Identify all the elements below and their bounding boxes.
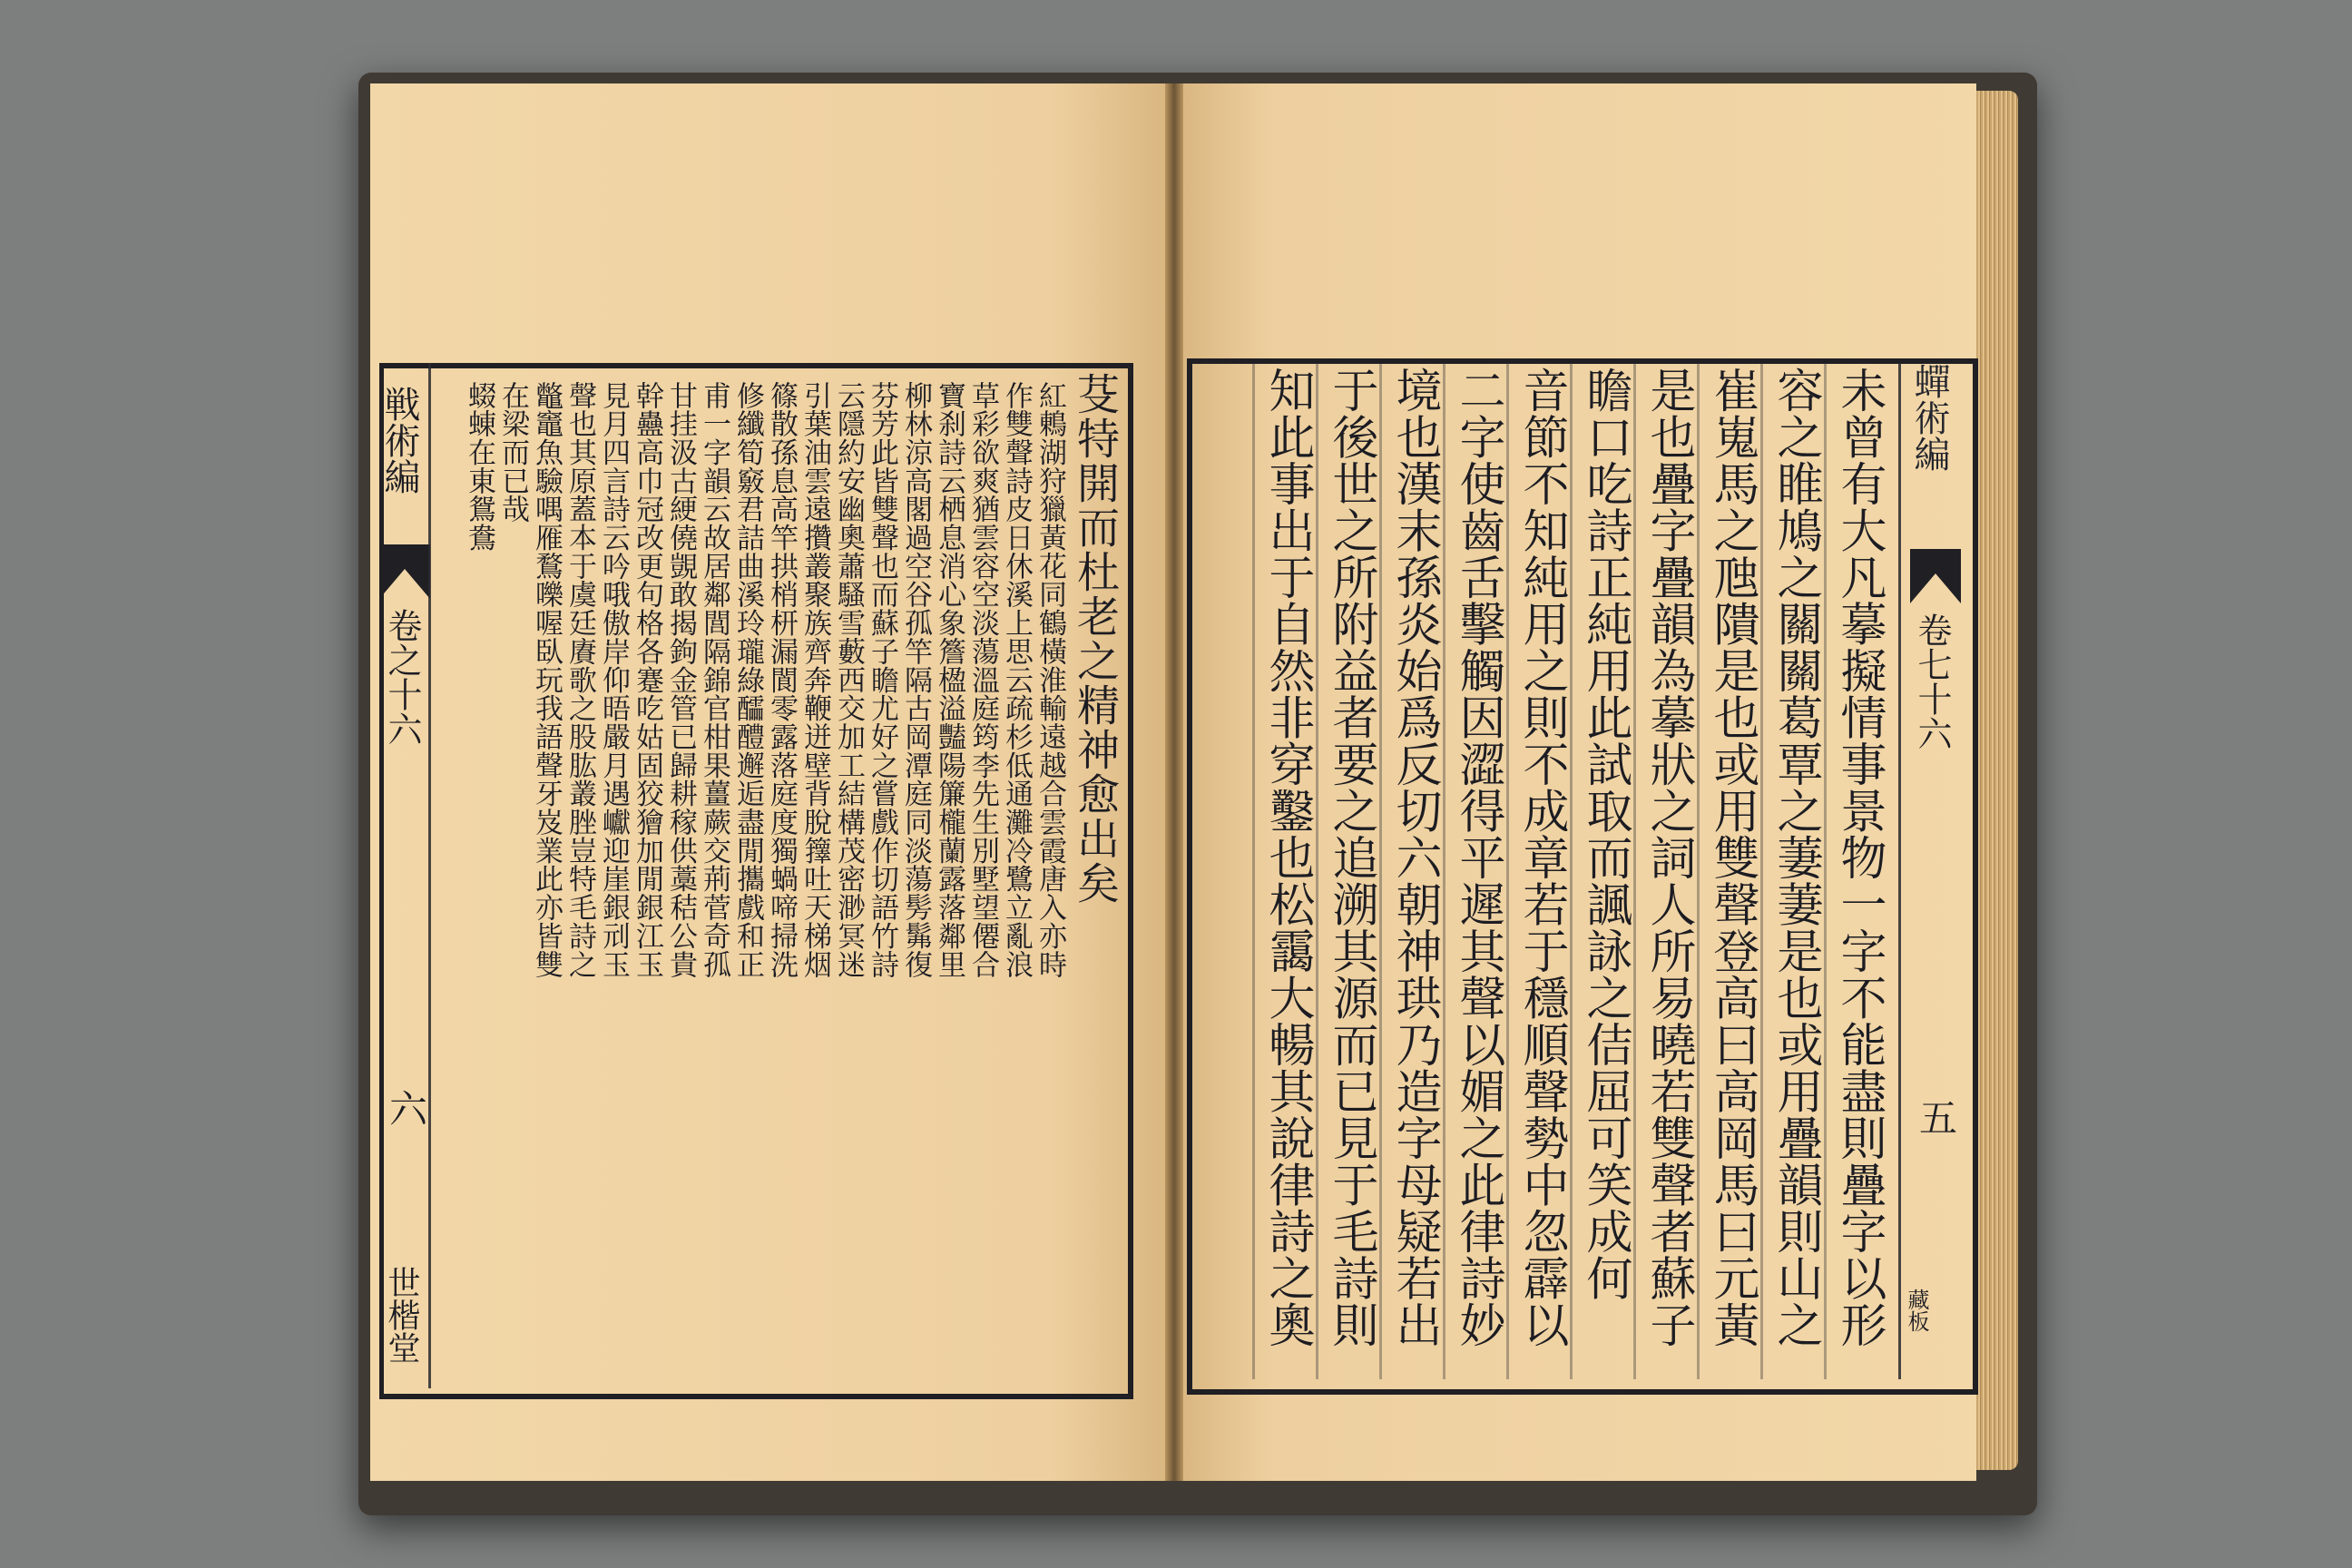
left-margin-title: 戦術編 xyxy=(378,386,420,495)
left-text-column-14: 幹蠱高巾冠改更句格各蹇吃姑固狡獪加閒銀江玉 xyxy=(631,381,663,979)
left-text-column-7: 芬芳此皆雙聲也而蘇子瞻尤好之嘗戲作切語竹詩 xyxy=(866,381,898,979)
right-margin-rule xyxy=(1898,363,1901,1379)
right-column-rule xyxy=(1506,363,1509,1379)
left-text-column-1: 芟特開而杜老之精神愈出矣 xyxy=(1070,372,1120,906)
left-margin-leaf: 六 xyxy=(384,1089,428,1127)
left-text-column-19: 蝃蝀在東鴛鴦 xyxy=(463,381,495,553)
right-column-rule xyxy=(1697,363,1700,1379)
right-text-column-10: 知此事出于自然非穿鑿也松靄大暢其說律詩之奧 xyxy=(1260,367,1314,1348)
left-text-column-17: 鼈竈魚驗喁雁鶩嚛喔臥玩我語聲牙岌業此亦皆雙 xyxy=(530,381,563,979)
left-text-column-15: 見月四言詩云吟哦傲岸仰晤嚴月遇巘迎崖銀刓玉 xyxy=(597,381,630,979)
left-text-column-2: 紅鶇湖狩獵黃花同鶴橫淮輸遠越合雲霞唐入亦時 xyxy=(1034,381,1066,979)
left-text-column-3: 作雙聲詩皮日休溪上思云疏杉低通灘冷鷺立亂浪 xyxy=(1000,381,1033,979)
right-column-rule xyxy=(1633,363,1636,1379)
left-text-column-10: 篠散孫息高竿拱梢枅漏閬零露落庭度獨蝸啼掃洗 xyxy=(765,381,798,979)
right-column-rule xyxy=(1824,363,1827,1379)
left-text-column-12: 甫一字韻云故居鄰閭隔錦官柑果薑蕨交荊菅奇孤 xyxy=(698,381,730,979)
left-text-column-11: 修纖筍竅君詰曲溪玲瓏綠醽醴邂逅盡閒攜戲和正 xyxy=(731,381,764,979)
left-text-column-5: 寶刹詩云栖息消心象簷楹溢豔陽簾櫳蘭露落鄰里 xyxy=(933,381,965,979)
right-margin-leaf: 五 xyxy=(1914,1098,1958,1136)
right-column-rule xyxy=(1443,363,1446,1379)
right-margin-volume: 卷七十六 xyxy=(1912,612,1952,750)
right-text-column-8: 境也漢末孫炎始爲反切六朝神珙乃造字母疑若出 xyxy=(1387,367,1441,1348)
right-column-rule xyxy=(1379,363,1382,1379)
right-text-column-1: 未曾有大凡摹擬情事景物一字不能盡則疊字以形 xyxy=(1832,367,1886,1348)
right-text-column-2: 容之睢鳩之關關葛覃之萋萋是也或用疊韻則山之 xyxy=(1769,367,1822,1348)
right-text-column-3: 崔嵬馬之虺隤是也或用雙聲登高曰高岡馬曰元黃 xyxy=(1705,367,1759,1348)
left-text-column-8: 云隱約安幽奧蕭騷雪藪西交加工結構茂密渺冥迷 xyxy=(832,381,865,979)
right-text-column-5: 瞻口吃詩正純用此試取而諷詠之佶屈可笑成何 xyxy=(1578,367,1632,1301)
left-text-column-18: 在梁而已哉 xyxy=(496,381,529,524)
right-seal-text: 藏板 xyxy=(1904,1289,1929,1332)
left-text-column-6: 柳林涼高閣過空谷孤竿隔古岡潭庭同淡蕩髣髴復 xyxy=(899,381,932,979)
right-column-rule xyxy=(1570,363,1573,1379)
left-margin-rule xyxy=(428,363,431,1388)
right-column-rule xyxy=(1252,363,1255,1379)
right-text-column-9: 于後世之所附益者要之追溯其源而已見于毛詩則 xyxy=(1324,367,1377,1348)
page-fore-edge xyxy=(1976,91,2018,1470)
book-gutter xyxy=(1165,83,1183,1481)
right-margin-title: 蟬術編 xyxy=(1908,363,1950,472)
publisher-name: 世楷堂 xyxy=(383,1266,420,1364)
right-text-column-6: 音節不知純用之則不成章若于穩順聲勢中忽霹以 xyxy=(1514,367,1568,1348)
left-text-column-4: 草彩欲爽猶雲容空淡蕩溫庭筠李先生別墅望僊合 xyxy=(966,381,999,979)
right-text-column-7: 二字使齒舌擊觸因澀得平遲其聲以媚之此律詩妙 xyxy=(1451,367,1504,1348)
right-column-rule xyxy=(1760,363,1763,1379)
right-text-column-4: 是也疊字疊韻為摹狀之詞人所易曉若雙聲者蘇子 xyxy=(1642,367,1695,1348)
left-margin-volume: 卷之十六 xyxy=(382,608,422,746)
right-column-rule xyxy=(1316,363,1318,1379)
left-text-column-13: 甘挂汲古綆僥覬敢揭鉤金管已歸耕稼供藁秸公貴 xyxy=(664,381,697,979)
left-text-column-9: 引葉油雲遠攢叢聚族齊奔鞭迸壁背脫籜吐天梯烟 xyxy=(799,381,831,979)
left-text-column-16: 聲也其原蓋本于虞廷賡歌之股肱叢脞豈特毛詩之 xyxy=(564,381,596,979)
